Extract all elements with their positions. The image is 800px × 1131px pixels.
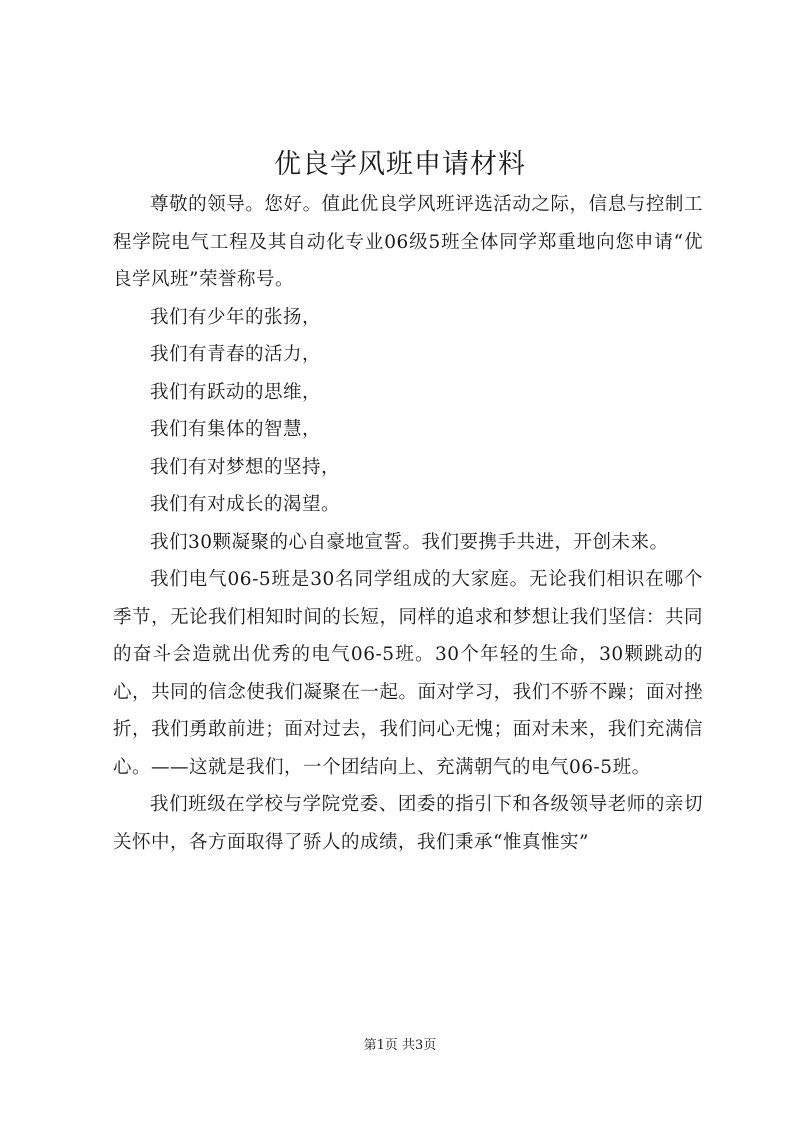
document-body [113, 186, 703, 861]
paragraph-line: 我们有青春的活力， [150, 344, 322, 365]
paragraph-line: 我们有对成长的渴望。 [150, 494, 341, 515]
page-title: 优良学风班申请材料 [274, 149, 526, 180]
paragraph-line: 我们有少年的张扬， [150, 306, 322, 328]
paragraph-oath: 我们30颗凝聚的心自豪地宣誓。我们要携手共进，开创未来。 [150, 531, 669, 553]
paragraph-line: 我们有对梦想的坚持， [150, 456, 341, 478]
page-footer: 第1页 共3页 [363, 1038, 437, 1053]
paragraph-class-intro: 我们电气06-5班是30名同学组成的大家庭。无论我们相识在哪个季节，无论我们相知时间的长短，同样的追求和梦想让我们坚信：共同的奋斗会造就出优秀的电气06-5班。30个年轻的生命，30颗跳动的心，共同的信念使我们凝聚在一起。面对学习，我们不骄不躁；面对挫折，我们勇敢前进；面对过去，我们问心无愧；面对未来，我们充满信心。——这就是我们，一个团结向上、充满朝气的电气06-5班。 [113, 569, 703, 778]
paragraph-achievements: 我们班级在学校与学院党委、团委的指引下和各级领导老师的亲切关怀中，各方面取得了骄人的成绩，我们秉承“惟真惟实” [113, 794, 703, 853]
paragraph-line: 我们有集体的智慧， [150, 419, 322, 440]
paragraph-salutation: 尊敬的领导。您好。值此优良学风班评选活动之际，信息与控制工程学院电气工程及其自动化专业06级5班全体同学郑重地向您申请“优良学风班”荣誉称号。 [113, 194, 703, 290]
paragraph-line: 我们有跃动的思维， [150, 381, 322, 403]
